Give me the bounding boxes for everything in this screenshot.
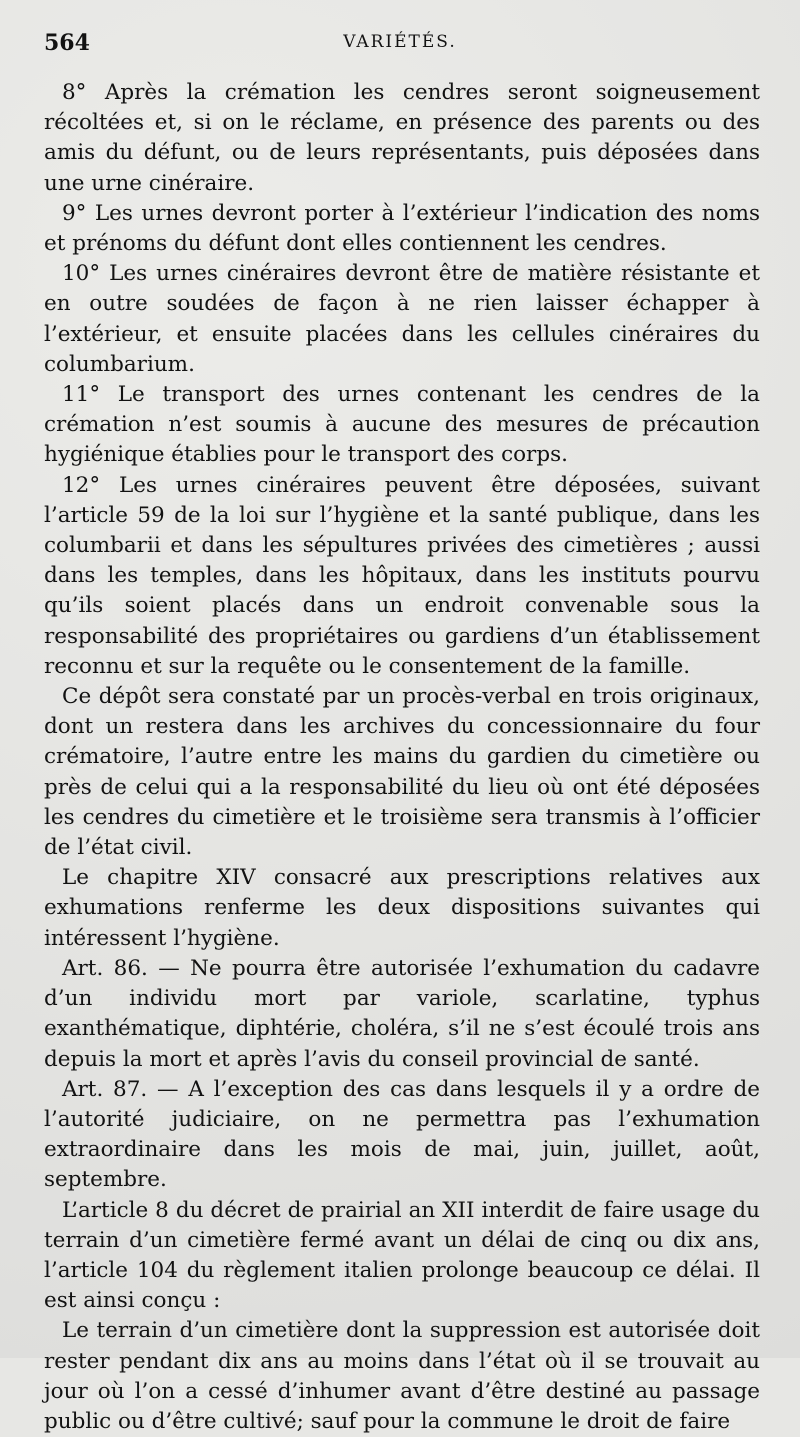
paragraph: 10° Les urnes cinéraires devront être de matière résistante et en outre soudées de façon à ne rien laisser échapper à l’extérieur, et ensuite placées dans les cellules cinéraires du columbarium. [44,261,760,377]
body-text [44,78,760,1437]
paragraph: Le chapitre XIV consacré aux prescriptions relatives aux exhumations renferme les deux dispositions suivantes qui intéressent l’hygiène. [44,865,760,951]
page-number: 564 [44,30,90,56]
paragraph: 9° Les urnes devront porter à l’extérieur l’indication des noms et prénoms du défunt dont elles contiennent les cendres. [44,200,760,257]
paragraph: 12° Les urnes cinéraires peuvent être déposées, suivant l’article 59 de la loi sur l’hygiène et la santé publique, dans les columbarii et dans les sépultures privées des cimetières ; aussi dans les temples, dans les hôpitaux, dans les instituts pourvu qu’ils soient placés dans un endroit convenable sous la responsabilité des propriétaires ou gardiens d’un établissement reconnu et sur la requête ou le consentement de la famille. [44,472,760,679]
paragraph: 11° Le transport des urnes contenant les cendres de la crémation n’est soumis à aucune des mesures de précaution hygiénique établies pour le transport des corps. [44,382,760,468]
running-head: VARIÉTÉS. [343,32,457,52]
paragraph: Ce dépôt sera constaté par un procès-verbal en trois originaux, dont un restera dans les archives du concessionnaire du four crématoire, l’autre entre les mains du gardien du cimetière ou près de celui qui a la responsabilité du lieu où ont été déposées les cendres du cimetière et le troisième sera transmis à l’officier de l’état civil. [44,684,760,861]
paragraph: Le terrain d’un cimetière dont la suppression est autorisée doit rester pendant dix ans au moins dans l’état où il se trouvait au jour où l’on a cessé d’inhumer avant d’être destiné au passage public ou d’être cultivé; sauf pour la commune le droit de faire [44,1318,760,1434]
paragraph: 8° Après la crémation les cendres seront soigneusement récoltées et, si on le réclame, en présence des parents ou des amis du défunt, ou de leurs représentants, puis déposées dans une urne cinéraire. [44,80,760,196]
paragraph: L’article 8 du décret de prairial an XII interdit de faire usage du terrain d’un cimetière fermé avant un délai de cinq ou dix ans, l’article 104 du règlement italien prolonge beaucoup ce délai. Il est ainsi conçu : [44,1197,760,1314]
paragraph: Art. 87. — A l’exception des cas dans lesquels il y a ordre de l’autorité judiciaire, on ne permettra pas l’exhumation extraordinaire dans les mois de mai, juin, juillet, août, septembre. [44,1076,760,1193]
paragraph: Art. 86. — Ne pourra être autorisée l’exhumation du cadavre d’un individu mort par variole, scarlatine, typhus exanthématique, diphtérie, choléra, s’il ne s’est écoulé trois ans depuis la mort et après l’avis du conseil provincial de santé. [44,955,760,1072]
